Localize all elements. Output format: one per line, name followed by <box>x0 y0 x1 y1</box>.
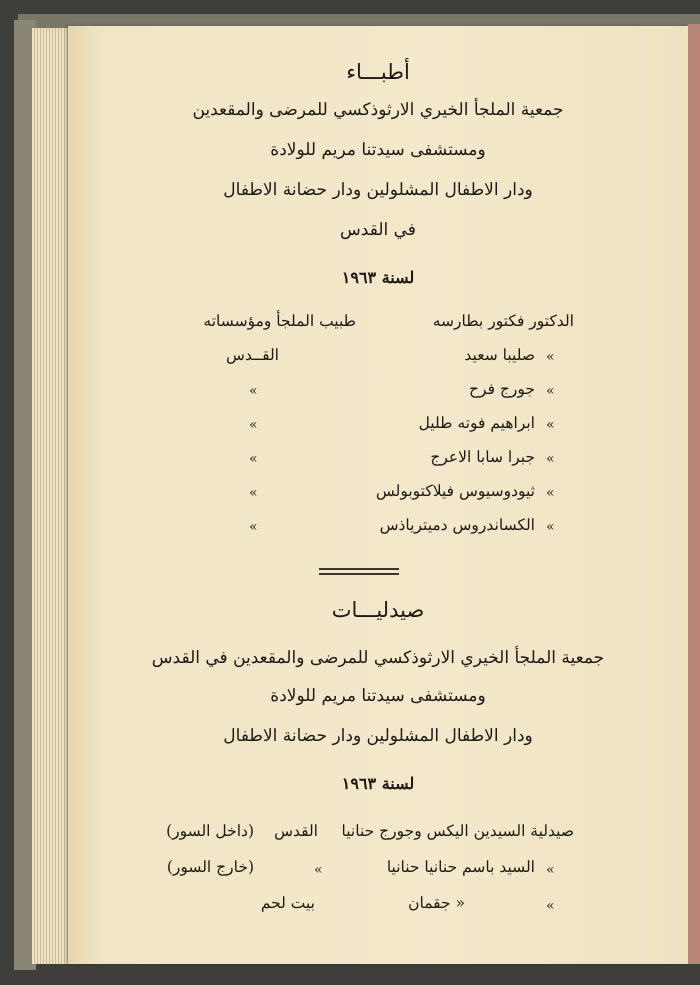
doctor-name: ابراهيم فوته طليل <box>418 414 535 432</box>
pharmacy-name: صيدلية السيدين اليكس وجورج حنانيا <box>341 822 574 840</box>
section-divider <box>319 573 399 575</box>
doctor-name: الكساندروس دميترياذس <box>379 516 535 534</box>
pharmacy-city: بيت لحم <box>260 894 315 912</box>
ditto-mark: « <box>546 383 555 399</box>
doctors-year: لسنة ١٩٦٣ <box>341 268 415 287</box>
doctor-name: جبرا سابا الاعرج <box>430 448 535 466</box>
pharmacy-name: السيد باسم حنانيا حنانيا <box>386 858 535 876</box>
doctor-role: « <box>249 383 258 399</box>
ditto-mark: « <box>546 451 555 467</box>
section-divider <box>319 568 399 570</box>
doctor-name: الدكتور فكتور بطارسه <box>432 312 574 330</box>
doctor-name: جورج فرح <box>469 380 535 398</box>
pharmacies-org-line-3: ودار الاطفال المشلولين ودار حضانة الاطفال <box>223 726 533 746</box>
doctors-title: أطبـــاء <box>346 60 410 84</box>
doctors-org-line-2: ومستشفى سيدتنا مريم للولادة <box>270 140 486 160</box>
doctor-role: القــدس <box>225 346 279 364</box>
book-cover-edge <box>688 24 700 964</box>
pharmacy-area: (خارج السور) <box>166 858 254 876</box>
doctor-name: ثيودوسيوس فيلاكتوبولس <box>375 482 535 500</box>
doctors-org-line-4: في القدس <box>340 220 416 240</box>
doctors-org-line-3: ودار الاطفال المشلولين ودار حضانة الاطفال <box>223 180 533 200</box>
pharmacy-area: (داخل السور) <box>166 822 254 840</box>
doctor-name: صليبا سعيد <box>464 346 535 364</box>
page-edges <box>32 28 72 964</box>
pharmacy-city: القدس <box>274 822 318 840</box>
ditto-mark: « <box>546 417 555 433</box>
doctor-role: « <box>249 519 258 535</box>
pharmacies-title: صيدليـــات <box>331 598 425 622</box>
pharmacies-year: لسنة ١٩٦٣ <box>341 774 415 793</box>
pharmacies-org-line-2: ومستشفى سيدتنا مريم للولادة <box>270 686 486 706</box>
doctor-role: طبيب الملجأ ومؤسساته <box>203 312 356 330</box>
ditto-mark: « <box>546 485 555 501</box>
book-page <box>68 26 688 964</box>
pharmacy-name: « جقمان <box>408 894 465 912</box>
doctor-role: « <box>249 451 258 467</box>
pharmacy-city: « <box>314 862 323 878</box>
ditto-mark: « <box>546 862 555 878</box>
doctors-org-line-1: جمعية الملجأ الخيري الارثوذكسي للمرضى والمقعدين <box>192 100 564 120</box>
doctor-role: « <box>249 485 258 501</box>
ditto-mark: « <box>546 349 555 365</box>
pharmacies-org-line-1: جمعية الملجأ الخيري الارثوذكسي للمرضى والمقعدين في القدس <box>151 648 605 668</box>
ditto-mark: « <box>546 519 555 535</box>
ditto-mark: « <box>546 898 555 914</box>
doctor-role: « <box>249 417 258 433</box>
